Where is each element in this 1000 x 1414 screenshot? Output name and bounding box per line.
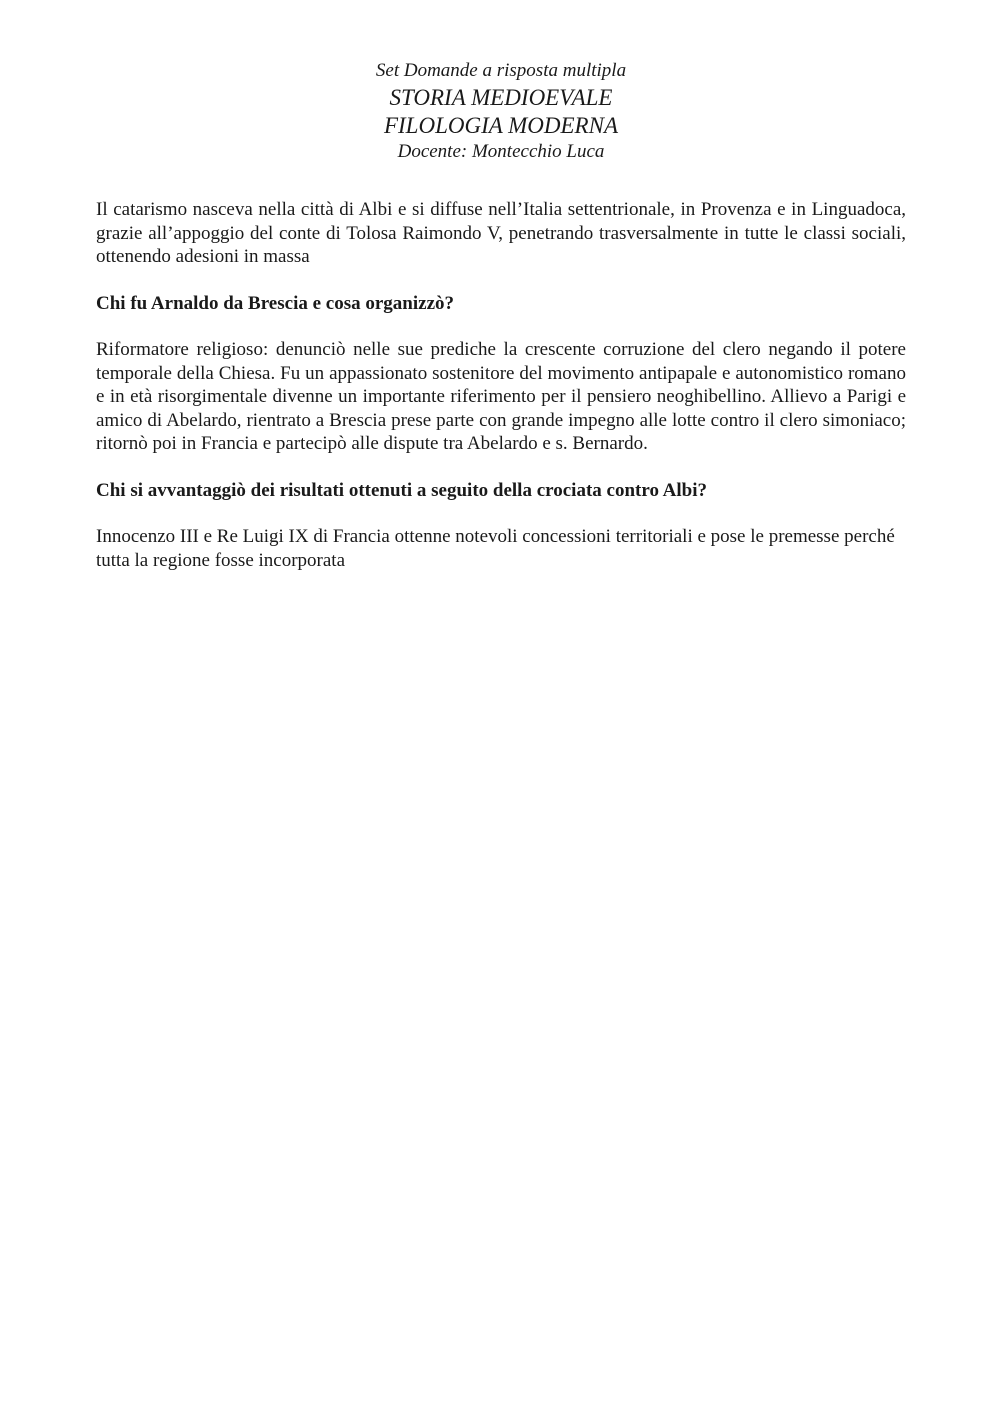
document-page: [96, 58, 906, 572]
question-2: Chi si avvantaggiò dei risultati ottenuti a seguito della crociata contro Albi?: [96, 479, 707, 501]
question-1: Chi fu Arnaldo da Brescia e cosa organizzò?: [96, 292, 455, 314]
answer-2: Innocenzo III e Re Luigi IX di Francia ottenne notevoli concessioni territoriali e pose le premesse perché tutta la regione fosse incorporata: [96, 526, 895, 571]
document-subtitle: Set Domande a risposta multipla: [375, 60, 627, 81]
document-header: [96, 58, 906, 164]
course-title-1: STORIA MEDIOEVALE: [389, 85, 613, 110]
document-body: [96, 198, 906, 572]
answer-1: Riformatore religioso: denunciò nelle sue prediche la crescente corruzione del clero negando il potere temporale della Chiesa. Fu un appassionato sostenitore del movimento antipapale e autonomistico romano e in età risorgimentale divenne un importante riferimento per il pensiero neoghibellino. Allievo a Parigi e amico di Abelardo, rientrato a Brescia prese parte con grande impegno alle lotte contro il clero simoniaco; ritornò poi in Francia e partecipò alle dispute tra Abelardo e s. Bernardo.: [96, 339, 906, 454]
course-title-2: FILOLOGIA MODERNA: [383, 113, 619, 138]
intro-paragraph: Il catarismo nasceva nella città di Albi e si diffuse nell’Italia settentrionale, in Provenza e in Linguadoca, grazie all’appoggio del conte di Tolosa Raimondo V, penetrando trasversalmente in tutte le classi sociali, ottenendo adesioni in massa: [96, 199, 906, 267]
teacher-name: Docente: Montecchio Luca: [397, 141, 605, 162]
